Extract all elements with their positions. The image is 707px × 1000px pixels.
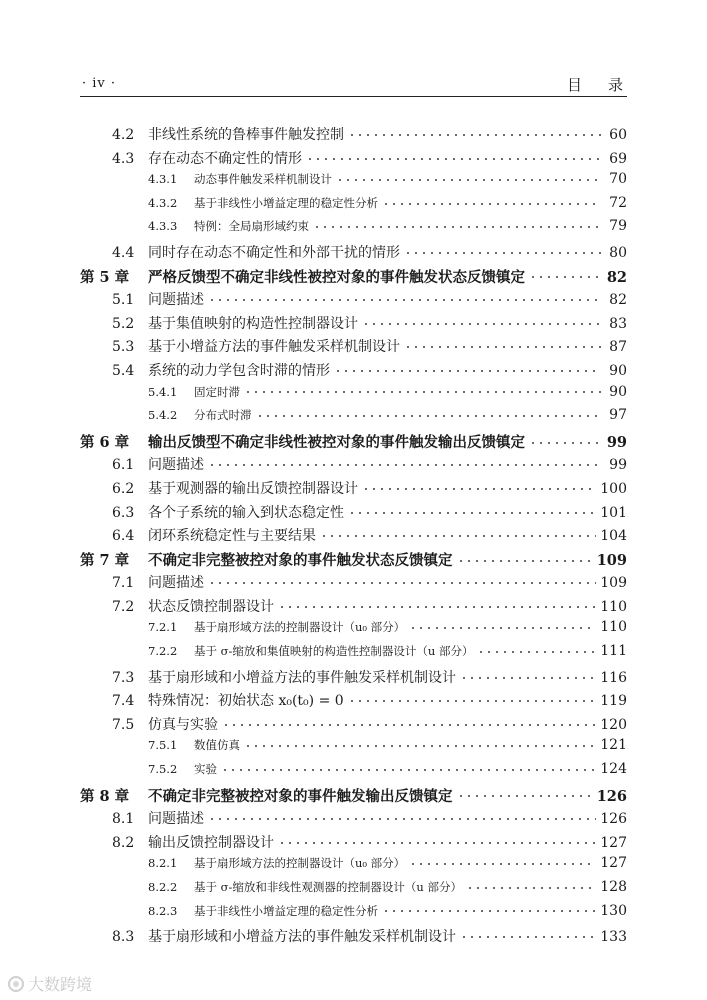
toc-entry-title: 不确定非完整被控对象的事件触发输出反馈镇定 bbox=[148, 787, 453, 805]
toc-entry-number: 4.3 bbox=[112, 150, 135, 167]
toc-entry-page: 127 bbox=[600, 834, 627, 851]
toc-leader-dots bbox=[336, 173, 601, 185]
toc-entry-section[interactable] bbox=[80, 832, 627, 856]
toc-leader-dots bbox=[208, 810, 596, 824]
toc-entry-page: 72 bbox=[609, 194, 627, 211]
toc-entry-title: 基于扇形域方法的控制器设计（u₀ 部分） bbox=[194, 620, 406, 635]
toc-entry-title: 各个子系统的输入到状态稳定性 bbox=[148, 504, 344, 521]
toc-entry-page: 126 bbox=[600, 811, 627, 828]
toc-entry-number: 6.3 bbox=[112, 504, 135, 521]
toc-entry-page: 133 bbox=[600, 929, 627, 946]
toc-entry-title: 问题描述 bbox=[148, 292, 204, 309]
toc-entry-section[interactable] bbox=[80, 478, 627, 502]
toc-entry-chapter[interactable] bbox=[80, 431, 627, 455]
toc-entry-number: 8.2.2 bbox=[148, 880, 178, 894]
toc-entry-title: 基于 σ-缩放和集值映射的构造性控制器设计（u 部分） bbox=[194, 644, 474, 659]
toc-entry-section[interactable] bbox=[80, 596, 627, 620]
toc-entry-title: 不确定非完整被控对象的事件触发状态反馈镇定 bbox=[148, 551, 453, 569]
toc-entry-subsection[interactable] bbox=[80, 761, 627, 785]
toc-leader-dots bbox=[221, 763, 596, 775]
toc-entry-number: 5.1 bbox=[112, 292, 135, 309]
toc-entry-chapter[interactable] bbox=[80, 266, 627, 290]
toc-leader-dots bbox=[529, 433, 601, 448]
toc-leader-dots bbox=[208, 456, 601, 470]
toc-leader-dots bbox=[348, 504, 596, 518]
toc-entry-page: 79 bbox=[609, 218, 627, 235]
toc-entry-subsection[interactable] bbox=[80, 171, 627, 195]
toc-entry-section[interactable] bbox=[80, 690, 627, 714]
toc-entry-subsection[interactable] bbox=[80, 643, 627, 667]
toc-entry-number: 5.2 bbox=[112, 315, 135, 332]
toc-leader-dots bbox=[348, 692, 597, 706]
toc-entry-number: 7.5.2 bbox=[148, 762, 178, 777]
toc-entry-page: 130 bbox=[600, 902, 627, 919]
toc-entry-number: 第 7 章 bbox=[80, 551, 130, 569]
toc-entry-title: 问题描述 bbox=[148, 811, 204, 828]
toc-entry-subsection[interactable] bbox=[80, 218, 627, 242]
page-number: · iv · bbox=[82, 76, 117, 91]
toc-entry-chapter[interactable] bbox=[80, 785, 627, 809]
page-header bbox=[80, 68, 649, 97]
toc-entry-number: 6.4 bbox=[112, 528, 135, 545]
toc-entry-title: 固定时滞 bbox=[194, 384, 240, 399]
toc-leader-dots bbox=[409, 621, 596, 633]
toc-entry-page: 69 bbox=[609, 150, 627, 167]
toc-entry-page: 99 bbox=[609, 457, 627, 474]
toc-entry-title: 动态事件触发采样机制设计 bbox=[194, 172, 332, 187]
toc-leader-dots bbox=[457, 551, 593, 566]
toc-entry-title: 严格反馈型不确定非线性被控对象的事件触发状态反馈镇定 bbox=[148, 268, 525, 286]
toc-entry-section[interactable] bbox=[80, 454, 627, 478]
toc-entry-subsection[interactable] bbox=[80, 619, 627, 643]
toc-entry-page: 70 bbox=[609, 171, 627, 188]
toc-entry-page: 120 bbox=[600, 716, 627, 733]
toc-entry-page: 109 bbox=[596, 551, 627, 569]
toc-entry-title: 仿真与实验 bbox=[148, 716, 218, 733]
toc-entry-title: 状态反馈控制器设计 bbox=[148, 598, 274, 615]
toc-entry-number: 4.4 bbox=[112, 244, 135, 261]
toc-entry-number: 第 8 章 bbox=[80, 787, 130, 805]
toc-entry-section[interactable] bbox=[80, 926, 627, 950]
toc-leader-dots bbox=[313, 220, 601, 232]
toc-entry-subsection[interactable] bbox=[80, 855, 627, 879]
toc-entry-title: 问题描述 bbox=[148, 457, 204, 474]
toc-entry-page: 116 bbox=[600, 669, 627, 686]
toc-entry-title: 同时存在动态不确定性和外部干扰的情形 bbox=[148, 244, 400, 261]
toc-entry-page: 128 bbox=[600, 879, 627, 895]
toc-leader-dots bbox=[320, 527, 596, 541]
toc-entry-title: 基于非线性小增益定理的稳定性分析 bbox=[194, 195, 378, 210]
toc-entry-title: 基于集值映射的构造性控制器设计 bbox=[148, 315, 358, 332]
toc-entry-page: 83 bbox=[609, 315, 627, 332]
toc-entry-page: 111 bbox=[600, 643, 627, 660]
toc-leader-dots bbox=[466, 881, 596, 893]
toc-leader-dots bbox=[362, 315, 601, 329]
toc-entry-page: 101 bbox=[600, 504, 627, 521]
toc-entry-number: 4.2 bbox=[112, 127, 135, 143]
toc-entry-number: 7.5 bbox=[112, 716, 135, 733]
toc-leader-dots bbox=[382, 904, 596, 916]
toc-entry-number: 7.1 bbox=[112, 575, 135, 592]
toc-leader-dots bbox=[382, 196, 601, 208]
watermark-logo-icon bbox=[8, 976, 24, 992]
toc-entry-page: 90 bbox=[609, 383, 627, 400]
toc-entry-section[interactable] bbox=[80, 714, 627, 738]
toc-entry-number: 第 6 章 bbox=[80, 433, 130, 451]
toc-entry-title: 特例：全局扇形域约束 bbox=[194, 219, 309, 234]
toc-entry-page: 80 bbox=[609, 244, 627, 261]
toc-entry-page: 110 bbox=[600, 619, 627, 636]
toc-leader-dots bbox=[334, 362, 601, 376]
toc-entry-title: 特殊情况：初始状态 x₀(t₀) = 0 bbox=[148, 693, 344, 710]
toc-leader-dots bbox=[477, 645, 596, 657]
toc-entry-subsection[interactable] bbox=[80, 737, 627, 761]
toc-entry-page: 119 bbox=[600, 693, 627, 710]
toc-entry-title: 分布式时滞 bbox=[194, 408, 252, 423]
toc-entry-page: 60 bbox=[609, 127, 627, 143]
running-title: 目录 bbox=[566, 76, 649, 94]
toc-leader-dots bbox=[460, 669, 596, 683]
toc-entry-page: 126 bbox=[596, 787, 627, 805]
toc-entry-section[interactable] bbox=[80, 148, 627, 172]
toc-entry-number: 8.2 bbox=[112, 834, 135, 851]
toc-entry-number: 第 5 章 bbox=[80, 268, 130, 286]
toc-entry-number: 8.2.1 bbox=[148, 856, 178, 871]
toc-entry-section[interactable] bbox=[80, 336, 627, 360]
toc-entry-number: 5.4 bbox=[112, 362, 135, 379]
toc-entry-number: 5.4.2 bbox=[148, 408, 178, 423]
toc-entry-section[interactable] bbox=[80, 289, 627, 313]
toc-entry-title: 数值仿真 bbox=[194, 738, 240, 753]
toc-entry-number: 4.3.3 bbox=[148, 219, 178, 234]
toc-entry-subsection[interactable] bbox=[80, 384, 627, 408]
toc-entry-section[interactable] bbox=[80, 242, 627, 266]
toc-entry-page: 100 bbox=[600, 480, 627, 497]
toc-entry-page: 82 bbox=[606, 268, 627, 286]
toc-entry-page: 90 bbox=[609, 362, 627, 379]
toc-entry-chapter[interactable] bbox=[80, 549, 627, 573]
toc-entry-title: 输出反馈控制器设计 bbox=[148, 834, 274, 851]
toc-entry-number: 7.2 bbox=[112, 598, 135, 615]
toc-entry-page: 121 bbox=[600, 737, 627, 754]
toc-entry-title: 基于扇形域方法的控制器设计（u₀ 部分） bbox=[194, 856, 406, 871]
toc-entry-page: 110 bbox=[600, 598, 627, 615]
toc-entry-title: 闭环系统稳定性与主要结果 bbox=[148, 528, 316, 545]
toc-leader-dots bbox=[244, 385, 601, 397]
toc-entry-number: 8.3 bbox=[112, 929, 135, 946]
toc-entry-number: 6.2 bbox=[112, 480, 135, 497]
toc-entry-section[interactable] bbox=[80, 360, 627, 384]
toc-leader-dots bbox=[278, 598, 596, 612]
toc-entry-section[interactable] bbox=[80, 525, 627, 549]
toc-entry-number: 7.4 bbox=[112, 693, 135, 710]
toc-entry-page: 97 bbox=[609, 407, 627, 424]
toc-entry-number: 8.1 bbox=[112, 811, 135, 828]
table-of-contents bbox=[80, 124, 627, 950]
toc-entry-title: 输出反馈型不确定非线性被控对象的事件触发输出反馈镇定 bbox=[148, 433, 525, 451]
toc-entry-title: 系统的动力学包含时滞的情形 bbox=[148, 362, 330, 379]
toc-leader-dots bbox=[404, 338, 601, 352]
toc-leader-dots bbox=[256, 409, 602, 421]
toc-leader-dots bbox=[244, 739, 596, 751]
toc-leader-dots bbox=[222, 716, 596, 730]
toc-entry-section[interactable] bbox=[80, 667, 627, 691]
toc-entry-number: 7.5.1 bbox=[148, 738, 178, 753]
toc-entry-page: 127 bbox=[600, 855, 627, 872]
toc-entry-page: 104 bbox=[600, 528, 627, 545]
toc-entry-number: 6.1 bbox=[112, 457, 135, 474]
toc-entry-section[interactable] bbox=[80, 572, 627, 596]
toc-entry-page: 124 bbox=[600, 761, 627, 778]
toc-entry-title: 基于非线性小增益定理的稳定性分析 bbox=[194, 903, 378, 918]
toc-entry-title: 基于扇形域和小增益方法的事件触发采样机制设计 bbox=[148, 669, 456, 686]
toc-entry-number: 7.3 bbox=[112, 669, 135, 686]
toc-leader-dots bbox=[208, 574, 596, 588]
toc-entry-subsection[interactable] bbox=[80, 407, 627, 431]
toc-entry-number: 7.2.2 bbox=[148, 644, 178, 659]
toc-entry-number: 5.4.1 bbox=[148, 384, 178, 399]
toc-entry-section[interactable] bbox=[80, 313, 627, 337]
toc-leader-dots bbox=[208, 291, 601, 305]
toc-entry-title: 问题描述 bbox=[148, 575, 204, 592]
toc-leader-dots bbox=[529, 268, 601, 283]
toc-leader-dots bbox=[460, 928, 596, 942]
toc-entry-page: 82 bbox=[609, 292, 627, 309]
toc-entry-section[interactable] bbox=[80, 808, 627, 832]
toc-entry-number: 4.3.2 bbox=[148, 195, 178, 210]
toc-entry-title: 存在动态不确定性的情形 bbox=[148, 150, 302, 167]
toc-entry-title: 实验 bbox=[194, 762, 217, 777]
toc-entry-subsection[interactable] bbox=[80, 195, 627, 219]
toc-leader-dots bbox=[457, 787, 593, 802]
toc-entry-subsection[interactable] bbox=[80, 903, 627, 927]
toc-entry-number: 8.2.3 bbox=[148, 903, 178, 918]
toc-leader-dots bbox=[404, 244, 601, 258]
toc-leader-dots bbox=[362, 480, 596, 494]
toc-entry-number: 4.3.1 bbox=[148, 172, 178, 187]
toc-leader-dots bbox=[409, 857, 596, 869]
toc-entry-title: 基于 σ-缩放和非线性观测器的控制器设计（u 部分） bbox=[194, 880, 462, 894]
toc-entry-number: 7.2.1 bbox=[148, 620, 178, 635]
toc-entry-section[interactable] bbox=[80, 502, 627, 526]
toc-entry-page: 87 bbox=[609, 339, 627, 356]
watermark bbox=[8, 972, 92, 995]
toc-entry-number: 5.3 bbox=[112, 339, 135, 356]
toc-entry-title: 基于观测器的输出反馈控制器设计 bbox=[148, 480, 358, 497]
toc-entry-title: 基于小增益方法的事件触发采样机制设计 bbox=[148, 339, 400, 356]
toc-leader-dots bbox=[348, 126, 601, 140]
toc-leader-dots bbox=[278, 834, 596, 848]
toc-entry-title: 非线性系统的鲁棒事件触发控制 bbox=[148, 127, 344, 143]
toc-entry-section[interactable] bbox=[80, 124, 627, 148]
watermark-text: 大数跨境 bbox=[28, 975, 93, 994]
toc-entry-page: 99 bbox=[606, 433, 627, 451]
toc-leader-dots bbox=[306, 150, 601, 164]
toc-entry-title: 基于扇形域和小增益方法的事件触发采样机制设计 bbox=[148, 929, 456, 946]
toc-entry-page: 109 bbox=[600, 575, 627, 592]
toc-entry-subsection[interactable] bbox=[80, 879, 627, 903]
